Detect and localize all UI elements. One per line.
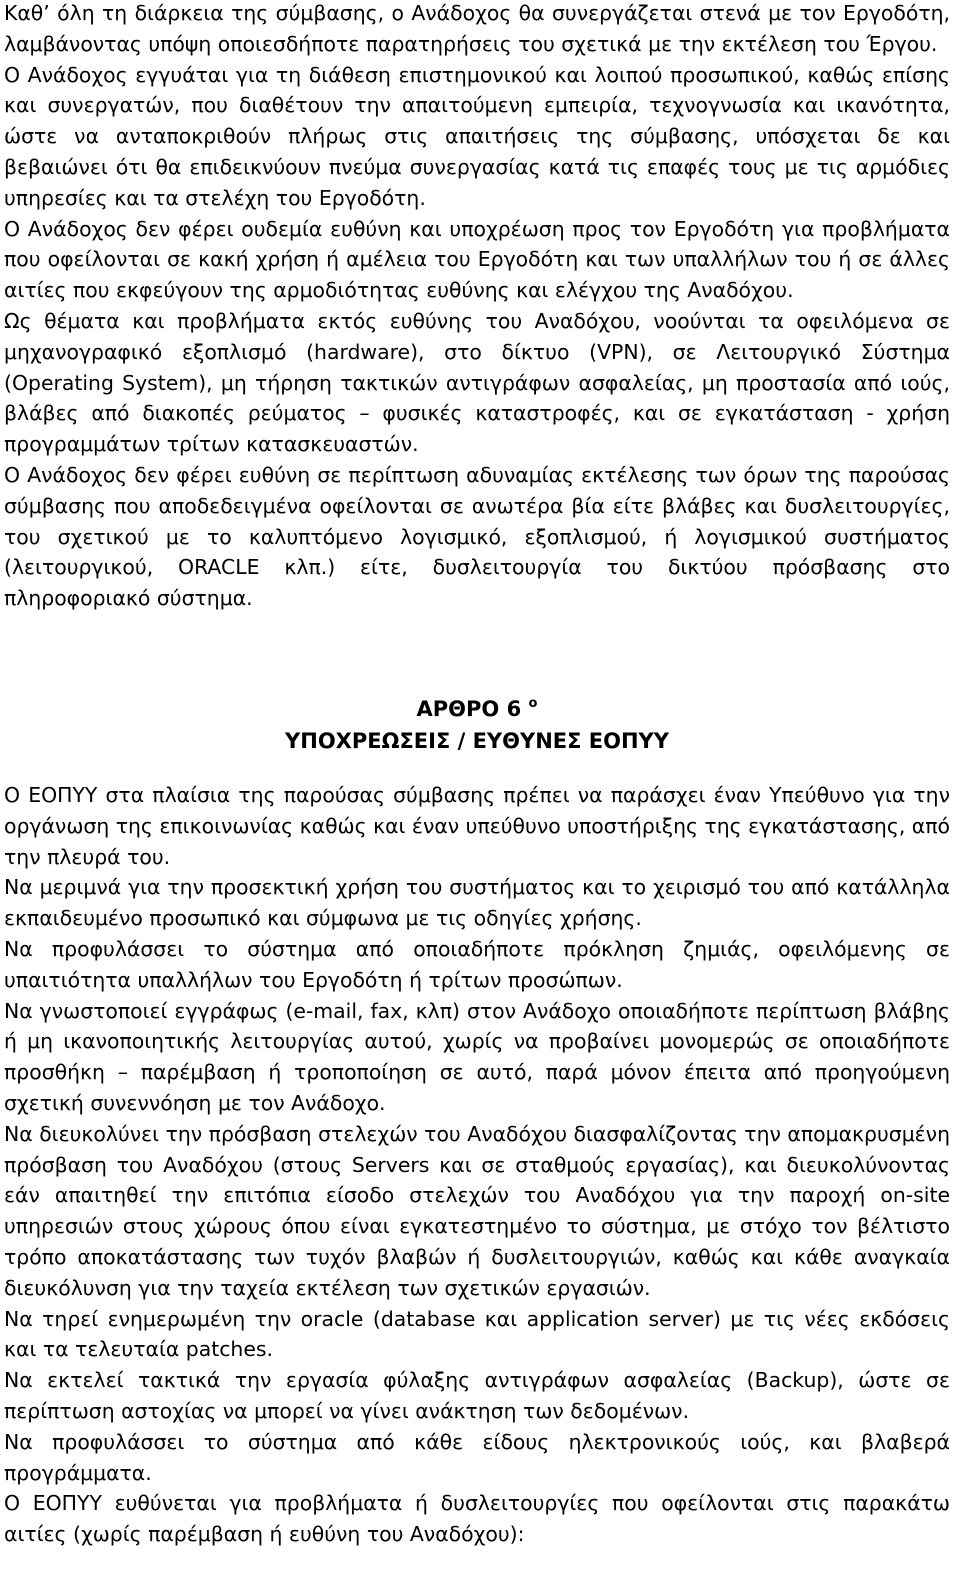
paragraph-eopyy-responsible-person: Ο ΕΟΠΥΥ στα πλαίσια της παρούσας σύμβασης πρέπει να παράσχει έναν Υπεύθυνο για την οργάνωση της επικοινωνίας καθώς και έναν υπεύθυνο υποστήριξης της εγκατάστασης, από την πλευρά του. — [4, 783, 950, 869]
article-heading — [4, 693, 950, 757]
paragraph-staff-guarantee: Ο Ανάδοχος εγγυάται για τη διάθεση επιστημονικού και λοιπού προσωπικού, καθώς επίσης και συνεργατών, που διαθέτουν την απαιτούμενη εμπειρία, τεχνογνωσία και ικανότητα, ώστε να ανταποκριθούν πλήρως στις απαιτήσεις της σύμβασης, υπόσχεται δε και βεβαιώνει ότι θα επιδεικνύουν πνεύμα συνεργασίας κατά τις επαφές τους με τις αρμόδιες υπηρεσίες και τα στελέχη του Εργοδότη. — [4, 62, 950, 210]
paragraph-report-failures: Να γνωστοποιεί εγγράφως (e-mail, fax, κλπ) στον Ανάδοχο οποιαδήποτε περίπτωση βλάβης ή μη ικανοποιητικής λειτουργίας αυτού, χωρίς να προβαίνει μονομερώς σε οποιαδήποτε προσθήκη – παρέμβαση ή τροποποίηση σε αυτό, παρά μόνον έπειτα από προηγούμενη σχετική συνεννόηση με τον Ανάδοχο. — [4, 998, 950, 1115]
article-number: ΑΡΘΡΟ 6 $^o$ — [416, 696, 538, 721]
eopyy-obligations-section — [4, 780, 950, 1550]
paragraph-careful-use: Να μεριμνά για την προσεκτική χρήση του συστήματος και το χειρισμό του από κατάλληλα εκπαιδευμένο προσωπικό και σύμφωνα με τις οδηγίες χρήσης. — [4, 875, 950, 931]
paragraph-virus-protection: Να προφυλάσσει το σύστημα από κάθε είδους ηλεκτρονικούς ιούς, και βλαβερά προγράμματα. — [4, 1429, 950, 1485]
paragraph-out-of-scope-issues: Ως θέματα και προβλήματα εκτός ευθύνης του Αναδόχου, νοούνται τα οφειλόμενα σε μηχανογραφικό εξοπλισμό (hardware), στο δίκτυο (VPN), σε Λειτουργικό Σύστημα (Operating System), μη τήρηση τακτικών αντιγράφων ασφαλείας, μη προστασία από ιούς, βλάβες από διακοπές ρεύματος – φυσικές καταστροφές, και σε εγκατάσταση - χρήση προγραμμάτων τρίτων κατασκευαστών. — [4, 308, 950, 457]
paragraph-eopyy-liability: Ο ΕΟΠΥΥ ευθύνεται για προβλήματα ή δυσλειτουργίες που οφείλονται στις παρακάτω αιτίες (χωρίς παρέμβαση ή ευθύνη του Αναδόχου): — [4, 1491, 950, 1547]
paragraph-cooperation: Καθ’ όλη τη διάρκεια της σύμβασης, ο Ανάδοχος θα συνεργάζεται στενά με τον Εργοδότη, λαμβάνοντας υπόψη οποιεσδήποτε παρατηρήσεις του σχετικά με την εκτέλεση του Έργου. — [4, 1, 950, 56]
paragraph-backups: Να εκτελεί τακτικά την εργασία φύλαξης αντιγράφων ασφαλείας (Backup), ώστε σε περίπτωση αστοχίας να μπορεί να γίνει ανάκτηση των δεδομένων. — [4, 1368, 950, 1423]
paragraph-force-majeure: Ο Ανάδοχος δεν φέρει ευθύνη σε περίπτωση αδυναμίας εκτέλεσης των όρων της παρούσας σύμβασης που αποδεδειγμένα οφείλονται σε ανωτέρα βία είτε βλάβες και δυσλειτουργίες, του σχετικού με το καλυπτόμενο λογισμικό, εξοπλισμού, ή λογισμικού συστήματος (λειτουργικού, ORACLE κλπ.) είτε, δυσλειτουργία του δικτύου πρόσβασης στο πληροφοριακό σύστημα. — [4, 462, 950, 611]
paragraph-keep-oracle-updated: Να τηρεί ενημερωμένη την oracle (database και application server) με τις νέες εκδόσεις και τα τελευταία patches. — [4, 1306, 950, 1362]
paragraph-facilitate-access: Να διευκολύνει την πρόσβαση στελεχών του Αναδόχου διασφαλίζοντας την απομακρυσμένη πρόσβαση του Αναδόχου (στους Servers και σε σταθμούς εργασίας), και διευκολύνοντας εάν απαιτηθεί την επιτόπια είσοδο στελεχών του Αναδόχου για την παροχή on-site υπηρεσιών στους χώρους όπου είναι εγκατεστημένο το σύστημα, με στόχο τον βέλτιστο τρόπο αποκατάστασης των τυχόν βλαβών ή δυσλειτουργιών, καθώς και κάθε αναγκαία διευκόλυνση για την ταχεία εκτέλεση των σχετικών εργασιών. — [4, 1121, 950, 1300]
article-number-superscript: ο — [528, 696, 538, 711]
contractor-obligations-section — [4, 0, 950, 614]
paragraph-protect-system: Να προφυλάσσει το σύστημα από οποιαδήποτε πρόκληση ζημιάς, οφειλόμενης σε υπαιτιότητα υπαλλήλων του Εργοδότη ή τρίτων προσώπων. — [4, 936, 950, 992]
paragraph-no-liability-misuse: Ο Ανάδοχος δεν φέρει ουδεμία ευθύνη και υποχρέωση προς τον Εργοδότη για προβλήματα που οφείλονται σε κακή χρήση ή αμέλεια του Εργοδότη και των υπαλλήλων του ή σε άλλες αιτίες που εκφεύγουν της αρμοδιότητας ευθύνης και ελέγχου της Αναδόχου. — [4, 216, 950, 303]
article-title: ΥΠΟΧΡΕΩΣΕΙΣ / ΕΥΘΥΝΕΣ ΕΟΠΥΥ — [285, 729, 669, 753]
